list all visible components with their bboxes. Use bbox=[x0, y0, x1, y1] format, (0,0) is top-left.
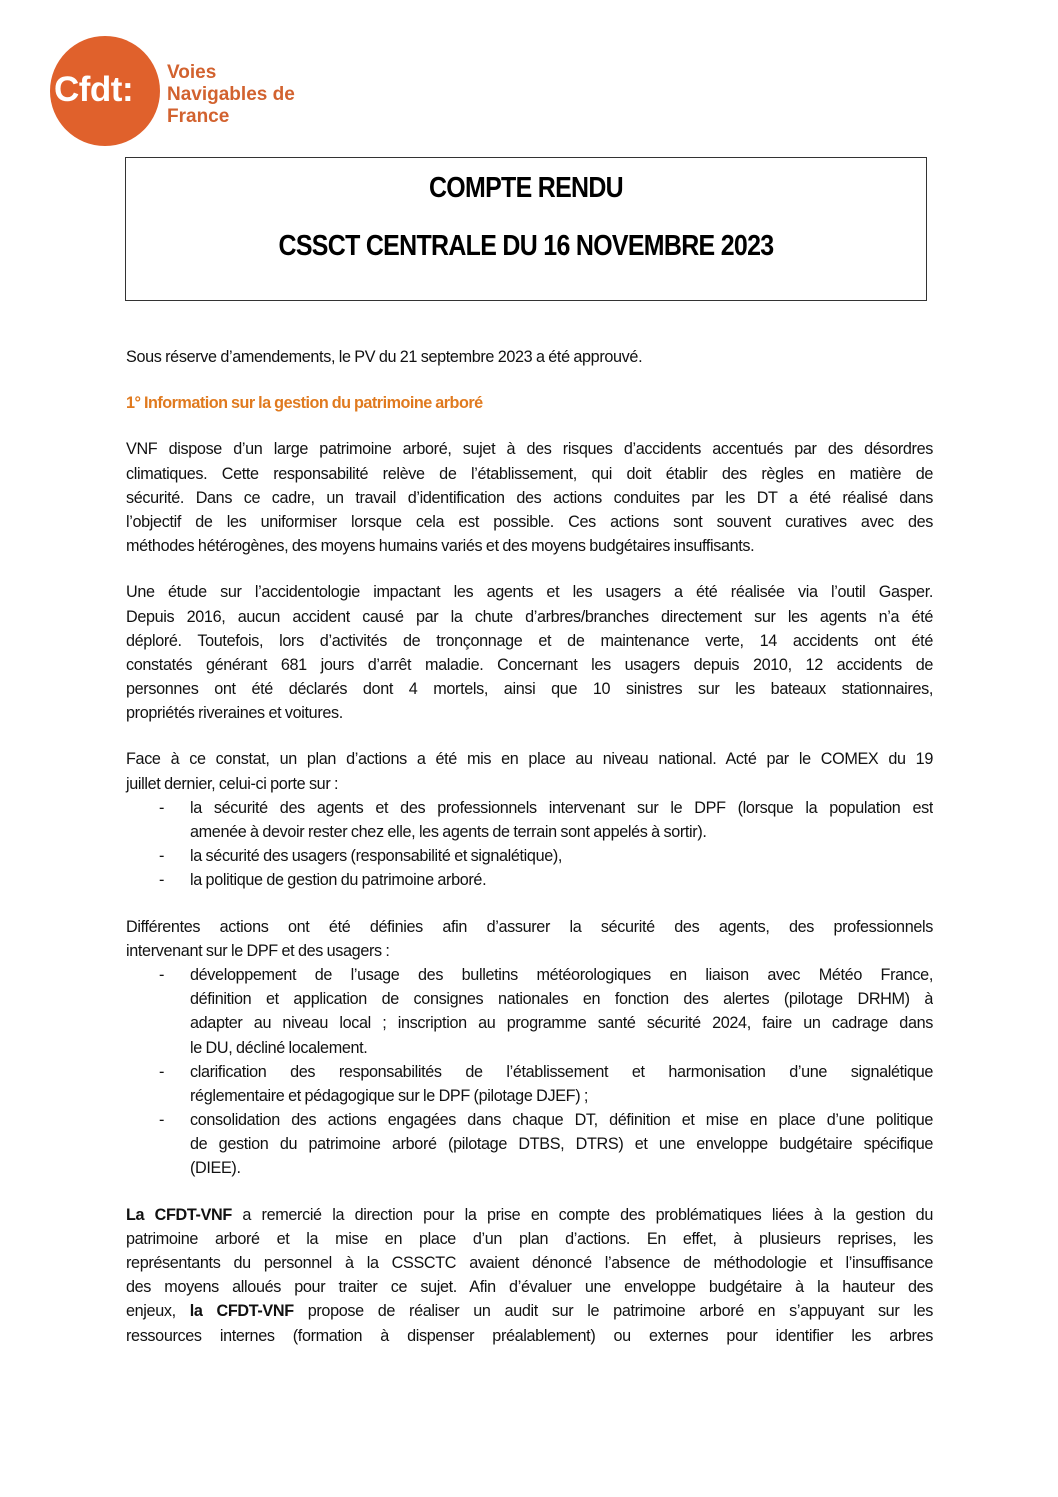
paragraph-line: patrimoine arboré et la mise en place d’un plan d’actions. En effet, à plusieurs reprises, les bbox=[126, 1229, 933, 1248]
organization-name bbox=[167, 62, 295, 128]
paragraph-line: déploré. Toutefois, lors d’activités de tronçonnage et de maintenance verte, 14 accidents ont été bbox=[126, 631, 933, 650]
paragraph-line: climatiques. Cette responsabilité relève de l’établissement, qui doit établir des règles en matière de bbox=[126, 464, 933, 483]
paragraph-line: représentants du personnel à la CSSCTC avaient dénoncé l’absence de méthodologie et l’insuffisance bbox=[126, 1254, 933, 1272]
list-item bbox=[126, 868, 933, 892]
paragraph-line: Face à ce constat, un plan d’actions a été mis en place au niveau national. Acté par le COMEX du 19 bbox=[126, 750, 933, 769]
paragraph-line: juillet dernier, celui-ci porte sur : bbox=[126, 774, 339, 793]
paragraph-line: Depuis 2016, aucun accident causé par la chute d’arbres/branches directement sur les agents n’a été bbox=[126, 607, 933, 626]
paragraph-line: La CFDT-VNF a remercié la direction pour la prise en compte des problématiques liées à la gestion du bbox=[126, 1205, 933, 1224]
paragraph-line: personnes ont été déclarés dont 4 mortels, ainsi que 10 sinistres sur les bateaux stationnaires, bbox=[126, 680, 933, 699]
list-item-line: de gestion du patrimoine arboré (pilotage DTBS, DTRS) et une enveloppe budgétaire spécifique bbox=[190, 1135, 933, 1154]
list-item-line: - développement de l’usage des bulletins météorologiques en liaison avec Météo France, bbox=[126, 963, 933, 987]
paragraph-line: sécurité. Dans ce cadre, un travail d’identification des actions conduites par les DT a été réalisé dans bbox=[126, 488, 933, 507]
paragraph-actions-definies bbox=[126, 915, 933, 963]
document-subtitle: CSSCT CENTRALE DU 16 NOVEMBRE 2023 bbox=[278, 230, 774, 262]
paragraph-line: des moyens alloués pour traiter ce sujet. Afin d’évaluer une enveloppe budgétaire à la hauteur des bbox=[126, 1278, 933, 1297]
bullet-dash: - bbox=[159, 1111, 165, 1130]
document-body bbox=[126, 345, 933, 1348]
bullet-dash: - bbox=[159, 1062, 165, 1081]
organization-name-line: Navigables de bbox=[167, 84, 295, 105]
list-item bbox=[126, 963, 933, 1060]
title-box bbox=[125, 157, 927, 301]
paragraph-accidentologie bbox=[126, 580, 933, 725]
bullet-dash: - bbox=[159, 798, 165, 817]
cfdt-logo-mark: Cfdt: bbox=[54, 70, 134, 109]
paragraph-line: méthodes hétérogènes, des moyens humains variés et des moyens budgétaires insuffisants. bbox=[126, 537, 755, 556]
document-title: COMPTE RENDU bbox=[428, 172, 624, 204]
paragraph-line: enjeux, la CFDT-VNF propose de réaliser un audit sur le patrimoine arboré en s’appuyant sur les bbox=[126, 1302, 933, 1321]
paragraph-line: Différentes actions ont été définies afin d’assurer la sécurité des agents, des professionnels bbox=[126, 917, 933, 936]
bullet-dash: - bbox=[159, 847, 165, 866]
list-item bbox=[126, 844, 933, 868]
paragraph-line: intervenant sur le DPF et des usagers : bbox=[126, 941, 390, 960]
list-item-line: définition et application de consignes nationales en fonction des alertes (pilotage DRHM) à bbox=[190, 990, 933, 1009]
intro-paragraph: Sous réserve d’amendements, le PV du 21 septembre 2023 a été approuvé. bbox=[126, 348, 643, 366]
bullet-dash: - bbox=[159, 965, 165, 984]
list-item bbox=[126, 796, 933, 844]
list-item-line: amenée à devoir rester chez elle, les agents de terrain sont appelés à sortir). bbox=[190, 823, 707, 841]
list-item-line: - la sécurité des agents et des professionnels intervenant sur le DPF (lorsque la population est bbox=[126, 796, 933, 820]
paragraph-patrimoine bbox=[126, 437, 933, 558]
list-item bbox=[126, 1060, 933, 1108]
paragraph-line: l’objectif de les uniformiser lorsque cela est possible. Ces actions sont souvent curatives avec des bbox=[126, 512, 933, 531]
list-item-line: adapter au niveau local ; inscription au programme santé sécurité 2024, faire un cadrage dans bbox=[190, 1014, 933, 1033]
list-item-line: le DU, décliné localement. bbox=[190, 1038, 368, 1057]
paragraph-line: ressources internes (formation à dispenser préalablement) ou externes pour identifier les arbres bbox=[126, 1326, 933, 1345]
list-item-line: - consolidation des actions engagées dans chaque DT, définition et mise en place d’une politique bbox=[126, 1108, 933, 1132]
bullet-dash: - bbox=[159, 871, 165, 890]
list-item-line: - la sécurité des usagers (responsabilité et signalétique), bbox=[126, 844, 933, 868]
paragraph-plan-actions bbox=[126, 747, 933, 795]
actions-list bbox=[126, 963, 933, 1181]
list-item-line: réglementaire et pédagogique sur le DPF (pilotage DJEF) ; bbox=[190, 1086, 589, 1105]
paragraph-line: VNF dispose d’un large patrimoine arboré, sujet à des risques d’accidents accentués par des désordres bbox=[126, 440, 933, 459]
list-item bbox=[126, 1108, 933, 1181]
paragraph-line: propriétés riveraines et voitures. bbox=[126, 704, 343, 723]
paragraph-cfdt-position bbox=[126, 1203, 933, 1348]
section-heading: 1° Information sur la gestion du patrimoine arboré bbox=[126, 394, 483, 413]
organization-mention: la CFDT-VNF bbox=[189, 1302, 294, 1321]
plan-actions-list bbox=[126, 796, 933, 893]
paragraph-line: Une étude sur l’accidentologie impactant les agents et les usagers a été réalisée via l’outil Gasper. bbox=[126, 583, 933, 602]
list-item-line: - la politique de gestion du patrimoine arboré. bbox=[126, 868, 933, 892]
list-item-line: (DIEE). bbox=[190, 1159, 241, 1178]
list-item-line: - clarification des responsabilités de l’établissement et harmonisation d’une signalétique bbox=[126, 1060, 933, 1084]
organization-mention: La CFDT-VNF bbox=[126, 1205, 232, 1224]
organization-name-line: France bbox=[167, 106, 230, 127]
organization-name-line: Voies bbox=[167, 62, 217, 83]
paragraph-line: constatés générant 681 jours d’arrêt maladie. Concernant les usagers depuis 2010, 12 accidents de bbox=[126, 655, 933, 674]
